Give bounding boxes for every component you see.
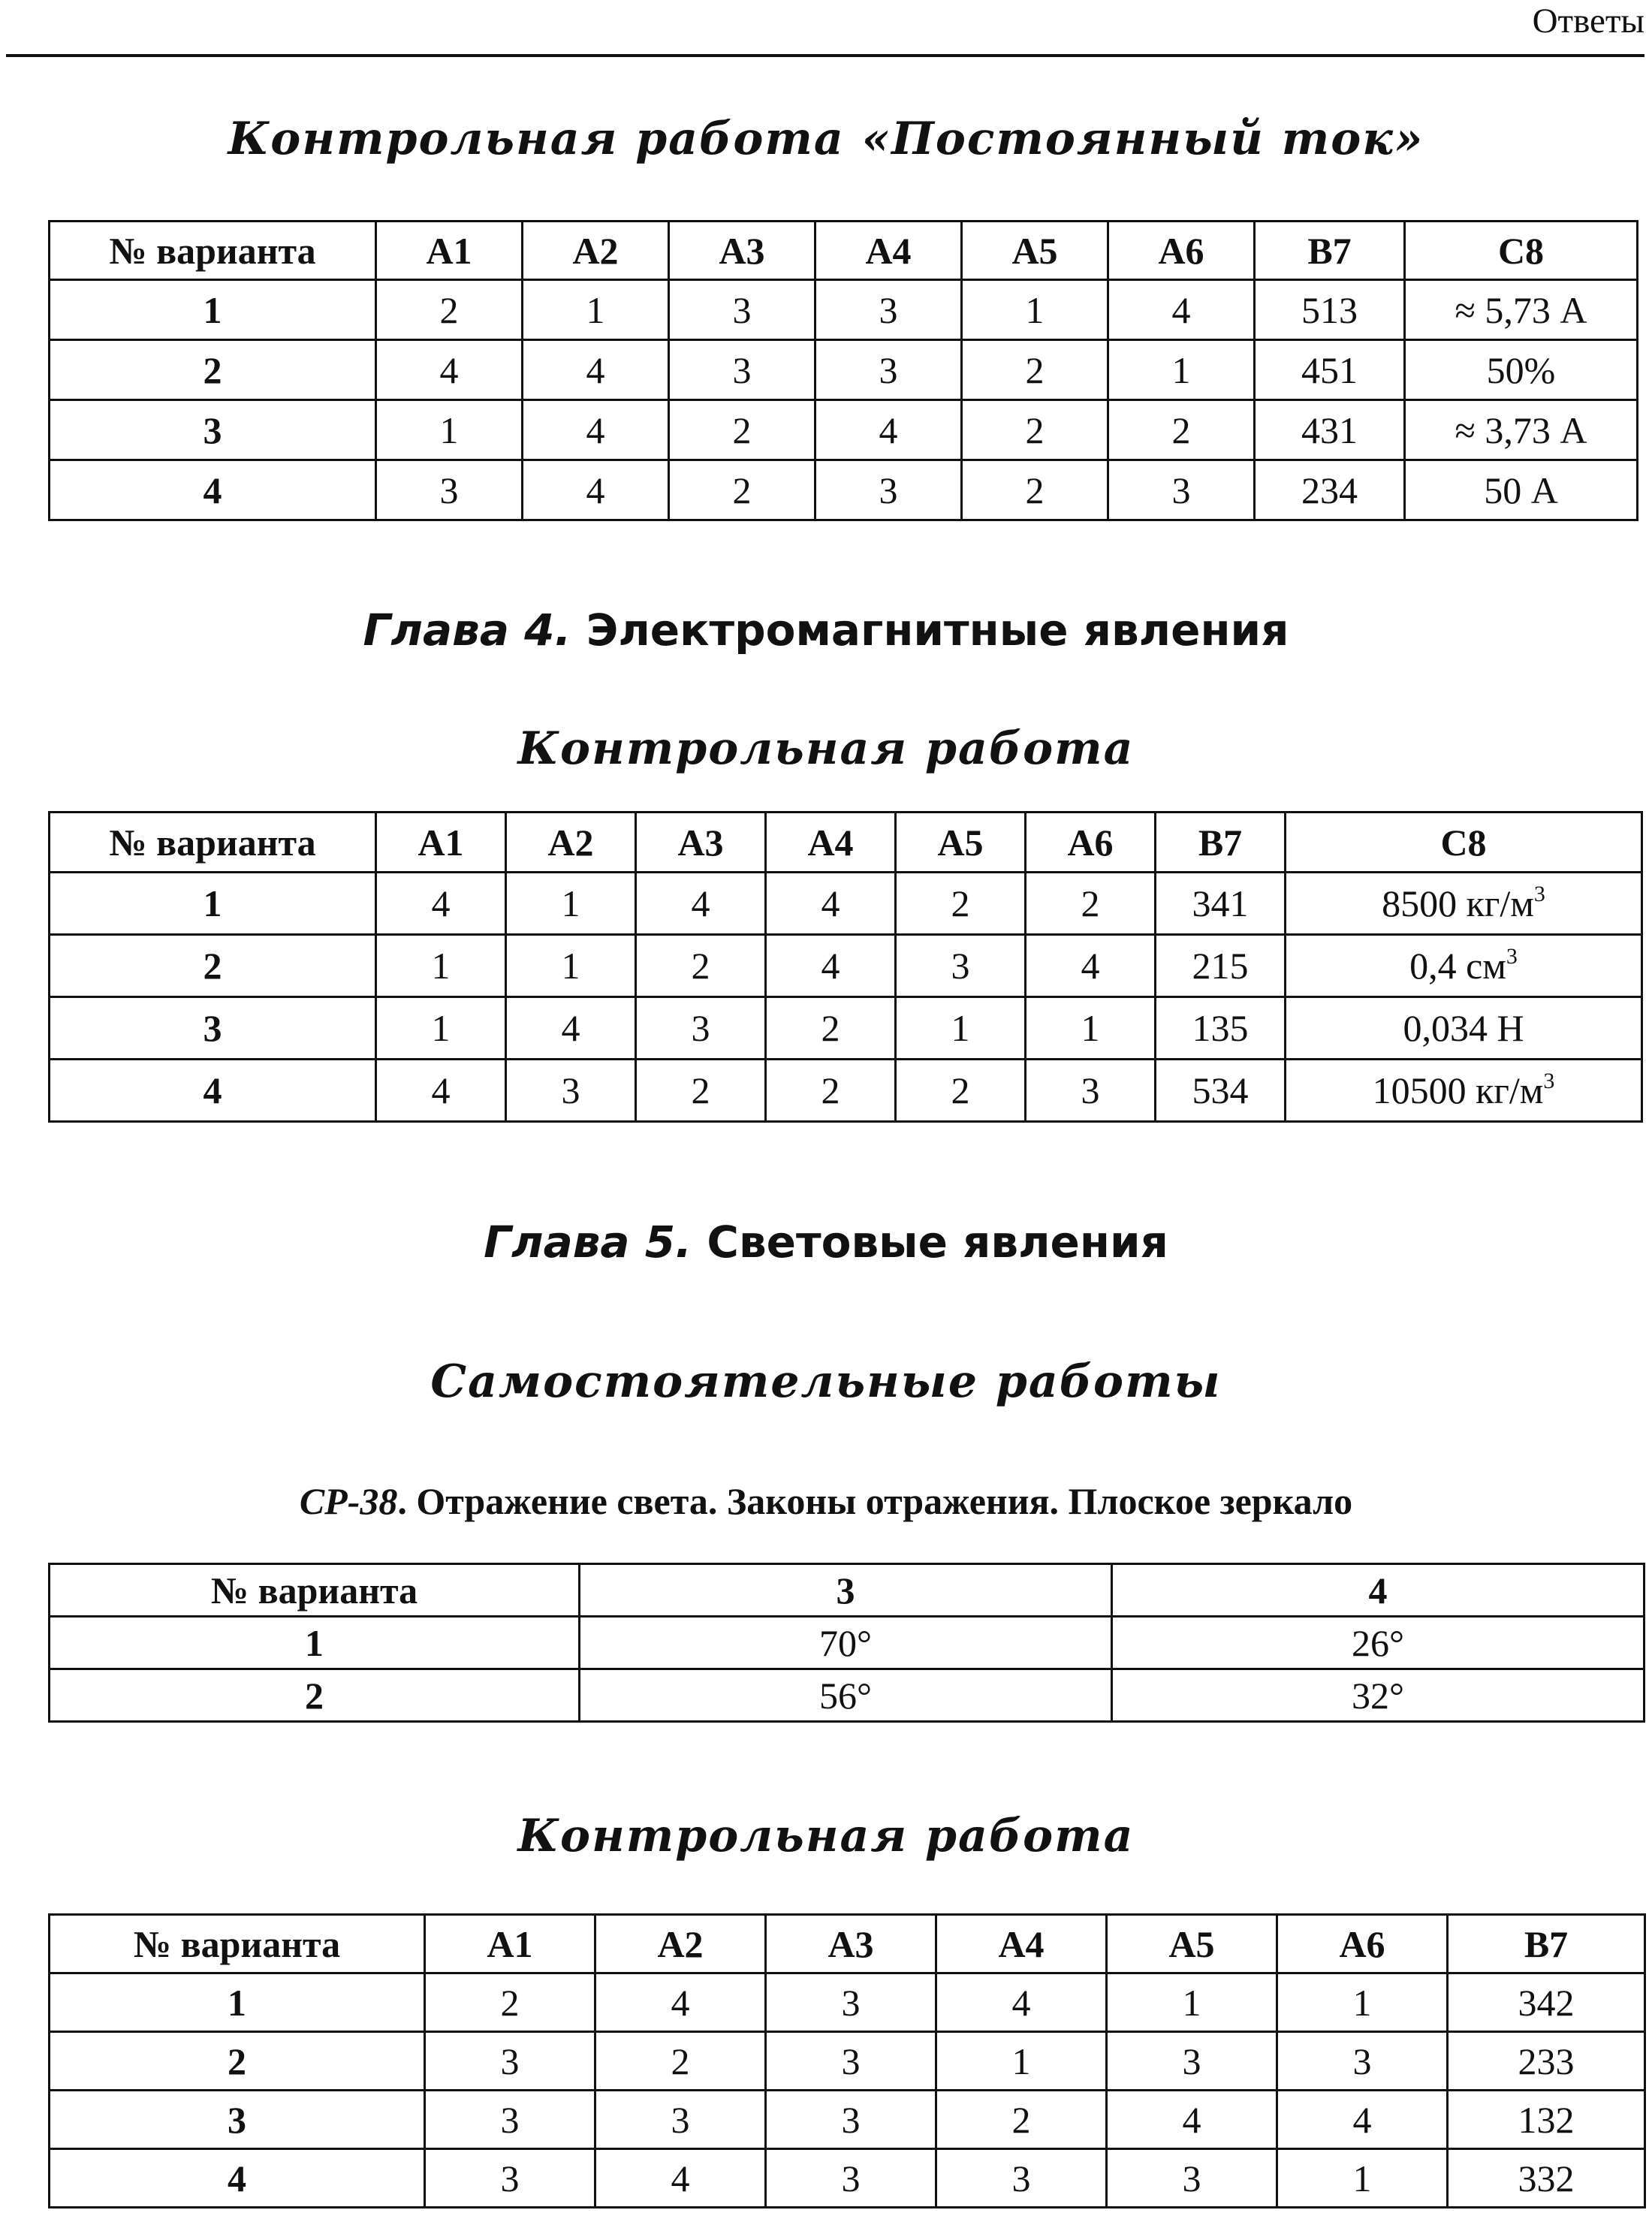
answer-cell: 4 [376,340,523,400]
table-row [50,460,1638,520]
column-header: А6 [1277,1915,1448,1973]
variant-number-cell: 2 [50,935,376,997]
answer-cell: 4 [936,1973,1107,2032]
answer-cell: 4 [523,340,669,400]
answer-cell: 342 [1448,1973,1645,2032]
table-row [50,2149,1645,2208]
answer-cell: 2 [1026,873,1156,935]
answer-cell: 3 [1026,1060,1156,1122]
answer-cell: 132 [1448,2091,1645,2149]
answer-cell: 2 [376,280,523,340]
column-header: В7 [1156,813,1286,873]
answer-cell: 3 [766,2149,936,2208]
variant-number-cell: 1 [50,1973,425,2032]
variant-number-cell: 3 [50,400,376,460]
column-header: А1 [425,1915,595,1973]
answer-cell: 1 [1277,2149,1448,2208]
answer-cell: 4 [766,935,896,997]
answer-cell: 3 [1108,460,1255,520]
answers-table-ch5 [48,1913,1646,2208]
column-header: А1 [376,222,523,280]
table-row [50,873,1642,935]
answer-cell: 2 [962,460,1108,520]
sr38-name: . Отражение света. Законы отражения. Плоское зеркало [397,1480,1353,1522]
answer-cell: 2 [766,997,896,1060]
table-row [50,1060,1642,1122]
answer-cell: 0,034 Н [1286,997,1642,1060]
answer-cell: 4 [595,2149,766,2208]
table-row [50,1617,1644,1669]
table-row [50,340,1638,400]
column-header: А1 [376,813,506,873]
header-rule [6,54,1644,57]
answer-cell: 2 [669,400,815,460]
answer-cell: 1 [936,2032,1107,2091]
answer-cell: 1 [523,280,669,340]
answer-cell: 2 [766,1060,896,1122]
answer-cell: 534 [1156,1060,1286,1122]
answer-cell: 2 [896,1060,1026,1122]
variant-number-cell: 4 [50,460,376,520]
column-header: В7 [1448,1915,1645,1973]
table-row [50,280,1638,340]
answer-cell: 3 [425,2091,595,2149]
variant-number-cell: 2 [50,1669,580,1722]
answer-cell: 50 А [1405,460,1638,520]
variant-number-cell: 2 [50,2032,425,2091]
chapter-5-name: Световые явления [707,1217,1168,1268]
table-row [50,997,1642,1060]
answers-table-sr38 [48,1563,1645,1723]
answer-cell: 233 [1448,2032,1645,2091]
answers-table-dc [48,220,1638,521]
answer-cell: 3 [896,935,1026,997]
column-header: А3 [636,813,766,873]
answer-cell: 4 [523,460,669,520]
answers-table-ch4 [48,811,1643,1123]
answer-cell: 431 [1255,400,1405,460]
answer-cell: 1 [506,873,636,935]
answer-cell: 4 [1108,280,1255,340]
column-header: А4 [936,1915,1107,1973]
answer-cell: 50% [1405,340,1638,400]
variant-number-cell: 4 [50,2149,425,2208]
answer-cell: 3 [766,1973,936,2032]
answer-cell: 4 [376,873,506,935]
answer-cell: 1 [376,997,506,1060]
answer-cell: 3 [595,2091,766,2149]
column-header: А4 [766,813,896,873]
section-title-ch4: Контрольная работа [517,722,1135,775]
column-header: № варианта [50,813,376,873]
answer-cell: 0,4 $см^3$ [1286,935,1642,997]
answer-cell: 135 [1156,997,1286,1060]
column-header: № варианта [50,1564,580,1617]
answer-cell: 1 [962,280,1108,340]
column-header: А2 [523,222,669,280]
section-title-dc: Контрольная работа «Постоянный ток» [228,113,1424,165]
column-header: № варианта [50,222,376,280]
variant-number-cell: 3 [50,2091,425,2149]
column-header: А2 [595,1915,766,1973]
answer-cell: 3 [766,2091,936,2149]
answer-cell: 1 [1107,1973,1277,2032]
answer-cell: 1 [1277,1973,1448,2032]
answer-cell: 8500 $кг/м^3$ [1286,873,1642,935]
column-header: А5 [962,222,1108,280]
column-header: А3 [669,222,815,280]
answer-cell: 3 [1277,2032,1448,2091]
column-header: А6 [1108,222,1255,280]
column-header: С8 [1405,222,1638,280]
column-header: 3 [580,1564,1112,1617]
answer-cell: 2 [936,2091,1107,2149]
variant-number-cell: 4 [50,1060,376,1122]
column-header: А5 [896,813,1026,873]
answer-cell: 32° [1112,1669,1644,1722]
answer-cell: 2 [962,400,1108,460]
variant-number-cell: 1 [50,280,376,340]
sr38-title [0,1479,1652,1523]
column-header: А5 [1107,1915,1277,1973]
answer-cell: 4 [636,873,766,935]
sr38-code: СР-38 [299,1480,398,1522]
answer-cell: 513 [1255,280,1405,340]
table-row [50,2032,1645,2091]
column-header: № варианта [50,1915,425,1973]
answer-cell: 234 [1255,460,1405,520]
answer-cell: 4 [815,400,962,460]
answer-cell: 4 [523,400,669,460]
answer-cell: 56° [580,1669,1112,1722]
column-header: В7 [1255,222,1405,280]
answer-cell: 4 [1107,2091,1277,2149]
answer-cell: 451 [1255,340,1405,400]
answer-cell: 215 [1156,935,1286,997]
section-title-sr: Самостоятельные работы [430,1355,1222,1408]
answer-cell: 3 [669,340,815,400]
answer-cell: 4 [766,873,896,935]
table-row [50,1973,1645,2032]
answer-cell: 2 [595,2032,766,2091]
running-head: Ответы [1532,2,1644,41]
answer-cell: 2 [669,460,815,520]
answer-cell: 3 [936,2149,1107,2208]
variant-number-cell: 1 [50,873,376,935]
answer-cell: 332 [1448,2149,1645,2208]
header-row [50,1564,1644,1617]
answer-cell: ≈ 3,73 А [1405,400,1638,460]
answer-cell: 2 [896,873,1026,935]
answer-cell: 3 [376,460,523,520]
answer-cell: 4 [506,997,636,1060]
answer-cell: 1 [376,935,506,997]
table-row [50,935,1642,997]
answer-cell: 341 [1156,873,1286,935]
answer-cell: 3 [425,2149,595,2208]
answer-cell: 4 [1026,935,1156,997]
column-header: А6 [1026,813,1156,873]
answer-cell: 26° [1112,1617,1644,1669]
table-row [50,400,1638,460]
answer-cell: 2 [425,1973,595,2032]
answer-cell: 2 [636,935,766,997]
answer-cell: 2 [636,1060,766,1122]
answer-cell: 3 [815,460,962,520]
section-title-ch5: Контрольная работа [517,1810,1135,1862]
answer-cell: 2 [1108,400,1255,460]
answer-cell: 2 [962,340,1108,400]
table-row [50,2091,1645,2149]
chapter-4-name: Электромагнитные явления [586,605,1289,656]
variant-number-cell: 2 [50,340,376,400]
answer-cell: 10500 $кг/м^3$ [1286,1060,1642,1122]
answer-cell: 4 [595,1973,766,2032]
answer-cell: 4 [376,1060,506,1122]
answer-cell: 70° [580,1617,1112,1669]
answer-cell: 1 [1026,997,1156,1060]
answer-cell: 3 [1107,2032,1277,2091]
answer-cell: 3 [815,340,962,400]
answer-cell: 3 [815,280,962,340]
header-row [50,222,1638,280]
variant-number-cell: 1 [50,1617,580,1669]
answer-cell: 1 [376,400,523,460]
chapter-4-lead: Глава 4. [363,605,571,656]
answer-cell: 4 [1277,2091,1448,2149]
chapter-5-title [0,1217,1652,1268]
answer-cell: 3 [425,2032,595,2091]
variant-number-cell: 3 [50,997,376,1060]
answer-cell: 1 [506,935,636,997]
header-row [50,1915,1645,1973]
column-header: А3 [766,1915,936,1973]
answer-cell: 3 [669,280,815,340]
column-header: С8 [1286,813,1642,873]
column-header: А4 [815,222,962,280]
answer-cell: 3 [636,997,766,1060]
column-header: 4 [1112,1564,1644,1617]
chapter-4-title [0,605,1652,656]
answer-cell: 3 [506,1060,636,1122]
header-row [50,813,1642,873]
answer-cell: 3 [766,2032,936,2091]
answer-cell: 3 [1107,2149,1277,2208]
table-row [50,1669,1644,1722]
chapter-5-lead: Глава 5. [484,1217,692,1268]
answer-cell: ≈ 5,73 А [1405,280,1638,340]
answer-cell: 1 [1108,340,1255,400]
column-header: А2 [506,813,636,873]
answer-cell: 1 [896,997,1026,1060]
